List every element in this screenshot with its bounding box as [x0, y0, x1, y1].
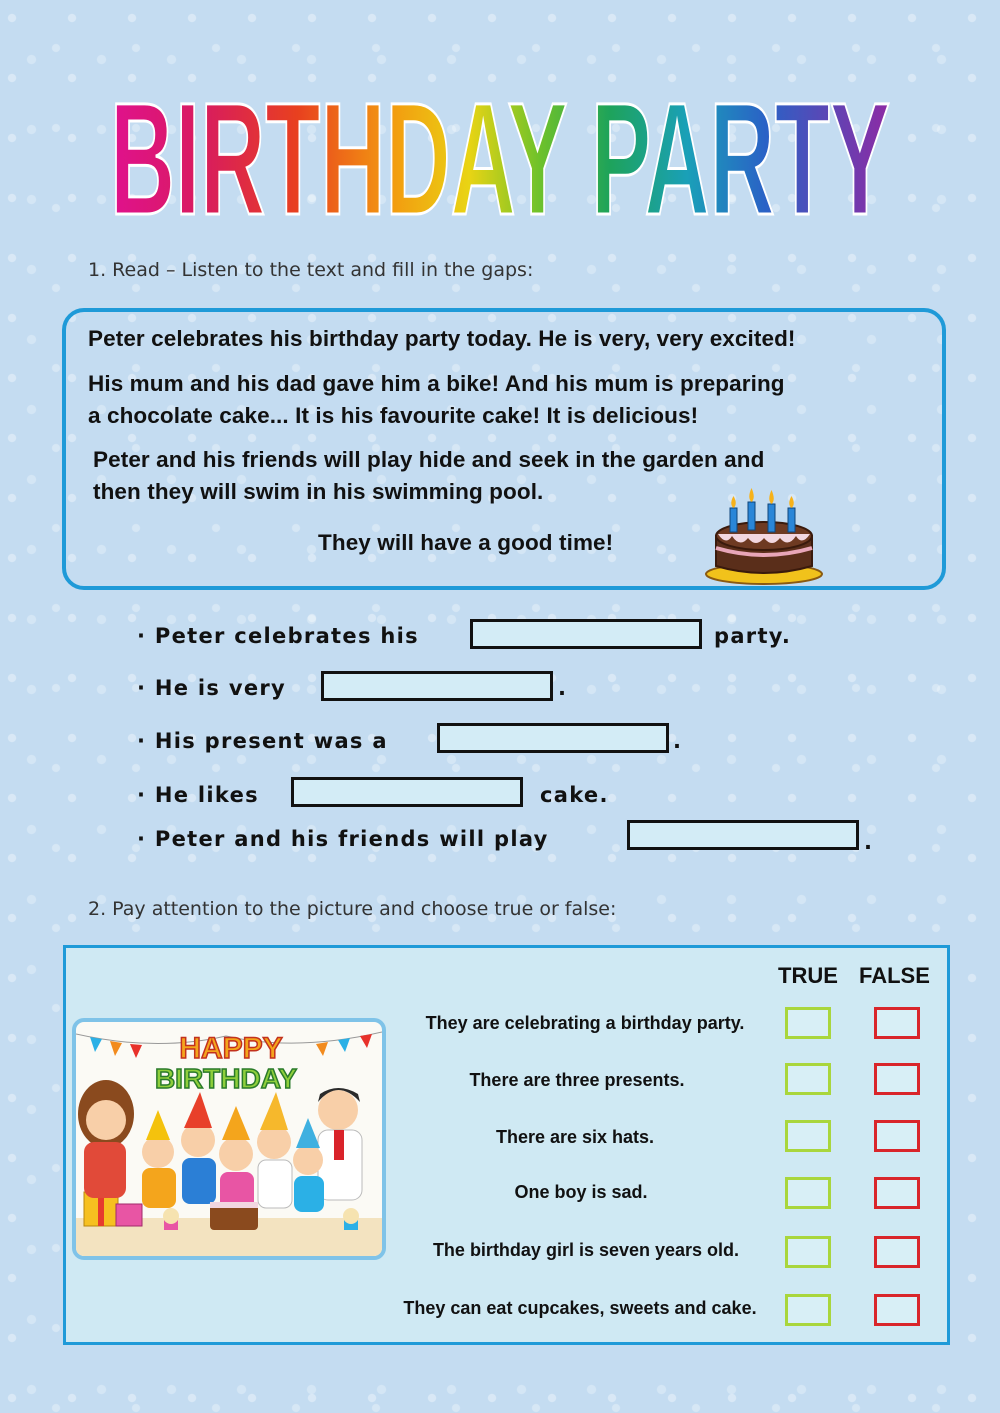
- true-checkbox-2[interactable]: [785, 1063, 831, 1095]
- page-title: [100, 28, 900, 228]
- gap-sentence-4-start: · He likes: [137, 783, 259, 807]
- true-checkbox-3[interactable]: [785, 1120, 831, 1152]
- true-checkbox-6[interactable]: [785, 1294, 831, 1326]
- true-header: TRUE: [778, 963, 838, 988]
- true-checkbox-4[interactable]: [785, 1177, 831, 1209]
- false-checkbox-3[interactable]: [874, 1120, 920, 1152]
- true-checkbox-5[interactable]: [785, 1236, 831, 1268]
- gap-sentence-3-end: .: [673, 729, 683, 753]
- party-picture: [72, 1018, 386, 1260]
- title-text: BIRTHDAY PARTY: [110, 69, 890, 228]
- false-checkbox-4[interactable]: [874, 1177, 920, 1209]
- gap-input-4[interactable]: [291, 777, 523, 807]
- gap-input-2[interactable]: [321, 671, 553, 701]
- party-illustration: [76, 1022, 382, 1256]
- instruction-2: 2. Pay attention to the picture and choose true or false:: [88, 898, 617, 920]
- statement-6: They can eat cupcakes, sweets and cake.: [403, 1298, 757, 1318]
- reading-paragraph-2a: His mum and his dad gave him a bike! And his mum is preparing: [88, 371, 785, 396]
- picture-birthday-text: BIRTHDAY: [154, 1063, 298, 1094]
- statement-1: They are celebrating a birthday party.: [425, 1013, 745, 1033]
- gap-input-1[interactable]: [470, 619, 702, 649]
- instruction-1: 1. Read – Listen to the text and fill in the gaps:: [88, 259, 534, 281]
- false-checkbox-6[interactable]: [874, 1294, 920, 1326]
- gap-sentence-1-start: · Peter celebrates his: [137, 624, 419, 648]
- cake-icon: [702, 478, 826, 586]
- gap-input-3[interactable]: [437, 723, 669, 753]
- title-graphic: [100, 28, 900, 228]
- reading-paragraph-2b: a chocolate cake... It is his favourite cake! It is delicious!: [88, 403, 699, 428]
- gap-sentence-3-start: · His present was a: [137, 729, 388, 753]
- gap-sentence-5-start: · Peter and his friends will play: [137, 827, 549, 851]
- false-header: FALSE: [859, 963, 930, 988]
- gap-sentence-1-end: party.: [714, 624, 792, 648]
- statement-2: There are three presents.: [469, 1070, 685, 1090]
- gap-input-5[interactable]: [627, 820, 859, 850]
- gap-sentence-2-start: · He is very: [137, 676, 287, 700]
- true-checkbox-1[interactable]: [785, 1007, 831, 1039]
- reading-paragraph-4: They will have a good time!: [318, 530, 614, 555]
- gap-sentence-4-end: cake.: [540, 783, 609, 807]
- picture-happy-text: HAPPY: [179, 1032, 283, 1065]
- false-checkbox-1[interactable]: [874, 1007, 920, 1039]
- statement-4: One boy is sad.: [514, 1182, 648, 1202]
- reading-paragraph-3a: Peter and his friends will play hide and seek in the garden and: [93, 447, 765, 472]
- false-checkbox-2[interactable]: [874, 1063, 920, 1095]
- reading-paragraph-1: Peter celebrates his birthday party today. He is very, very excited!: [88, 326, 796, 351]
- false-checkbox-5[interactable]: [874, 1236, 920, 1268]
- gap-sentence-5-end: .: [864, 830, 874, 854]
- statement-3: There are six hats.: [495, 1127, 655, 1147]
- statement-5: The birthday girl is seven years old.: [432, 1240, 740, 1260]
- gap-sentence-2-end: .: [558, 676, 568, 700]
- reading-paragraph-3b: then they will swim in his swimming pool.: [93, 479, 544, 504]
